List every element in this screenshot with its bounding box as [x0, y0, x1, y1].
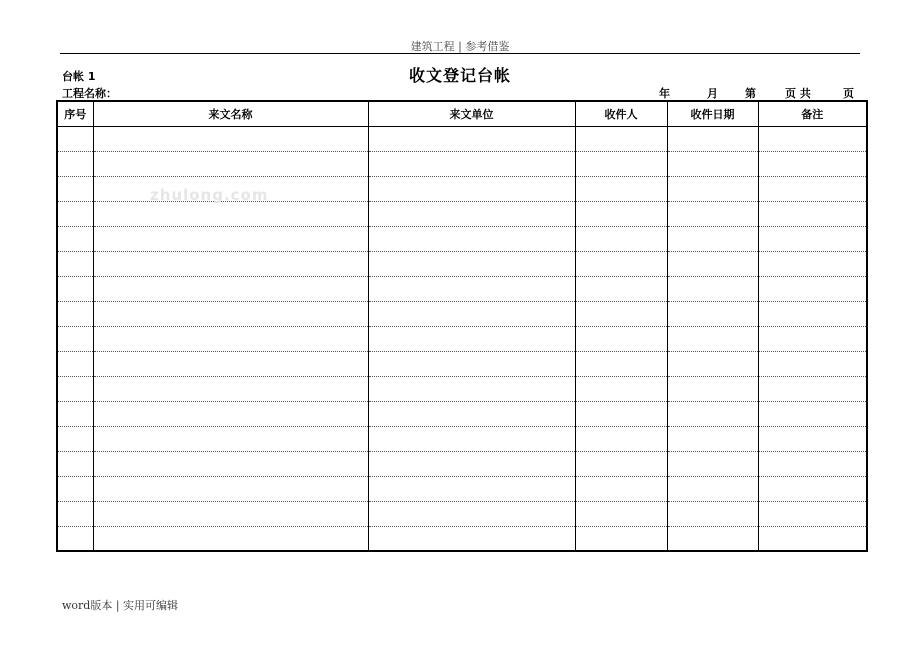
table-cell[interactable]	[93, 377, 368, 402]
table-cell[interactable]	[667, 452, 758, 477]
table-row	[58, 352, 866, 377]
table-cell[interactable]	[368, 227, 575, 252]
col-header-recipient: 收件人	[575, 102, 667, 127]
table-cell[interactable]	[758, 502, 866, 527]
col-header-sender-unit: 来文单位	[368, 102, 575, 127]
table-cell[interactable]	[58, 327, 93, 352]
table-cell[interactable]	[575, 152, 667, 177]
table-cell[interactable]	[93, 277, 368, 302]
table-row	[58, 127, 866, 152]
table-cell[interactable]	[758, 527, 866, 552]
table-row	[58, 502, 866, 527]
page-header: 建筑工程 | 参考借鉴	[410, 40, 510, 53]
table-cell[interactable]	[575, 327, 667, 352]
table-cell[interactable]	[667, 127, 758, 152]
table-cell[interactable]	[667, 477, 758, 502]
table-cell[interactable]	[368, 127, 575, 152]
document-title: 收文登记台帐	[408, 66, 511, 85]
table-cell[interactable]	[667, 377, 758, 402]
table-cell[interactable]	[758, 352, 866, 377]
table-cell[interactable]	[758, 302, 866, 327]
table-row	[58, 427, 866, 452]
table-row	[58, 402, 866, 427]
table-cell[interactable]	[93, 302, 368, 327]
table-row	[58, 477, 866, 502]
table-row	[58, 377, 866, 402]
table-cell[interactable]	[667, 152, 758, 177]
table-cell[interactable]	[575, 377, 667, 402]
col-header-remarks: 备注	[758, 102, 866, 127]
table-cell[interactable]	[758, 377, 866, 402]
year-label: 年	[659, 87, 670, 100]
table-cell[interactable]	[667, 402, 758, 427]
table-cell[interactable]	[58, 177, 93, 202]
table-cell[interactable]	[58, 527, 93, 552]
table-cell[interactable]	[93, 352, 368, 377]
table-cell[interactable]	[58, 202, 93, 227]
table-cell[interactable]	[758, 452, 866, 477]
table-row	[58, 227, 866, 252]
table-header-row	[58, 102, 866, 127]
table-cell[interactable]	[368, 327, 575, 352]
table-row	[58, 327, 866, 352]
register-table	[56, 100, 868, 552]
table-cell[interactable]	[758, 227, 866, 252]
page-total-label: 页 共	[785, 87, 811, 100]
table-cell[interactable]	[58, 452, 93, 477]
table-cell[interactable]	[758, 127, 866, 152]
pages-label: 页	[843, 87, 854, 100]
table-cell[interactable]	[575, 127, 667, 152]
table-cell[interactable]	[575, 302, 667, 327]
table-cell[interactable]	[758, 327, 866, 352]
table-cell[interactable]	[667, 252, 758, 277]
table-row	[58, 527, 866, 552]
watermark: zhulong.com	[150, 186, 269, 204]
table-cell[interactable]	[93, 252, 368, 277]
table-row	[58, 277, 866, 302]
table-cell[interactable]	[368, 302, 575, 327]
table-cell[interactable]	[667, 227, 758, 252]
table-cell[interactable]	[368, 477, 575, 502]
col-header-document-name: 来文名称	[93, 102, 368, 127]
table-cell[interactable]	[667, 352, 758, 377]
table-row	[58, 302, 866, 327]
table-cell[interactable]	[758, 177, 866, 202]
table-cell[interactable]	[93, 527, 368, 552]
table-cell[interactable]	[368, 277, 575, 302]
table-cell[interactable]	[368, 452, 575, 477]
table-cell[interactable]	[575, 277, 667, 302]
table-cell[interactable]	[575, 177, 667, 202]
table-cell[interactable]	[93, 427, 368, 452]
table-cell[interactable]	[368, 177, 575, 202]
table-cell[interactable]	[575, 502, 667, 527]
table-cell[interactable]	[93, 452, 368, 477]
table-cell[interactable]	[368, 202, 575, 227]
table-cell[interactable]	[667, 427, 758, 452]
table-cell[interactable]	[93, 152, 368, 177]
table-cell[interactable]	[758, 252, 866, 277]
table-cell[interactable]	[58, 277, 93, 302]
table-cell[interactable]	[667, 202, 758, 227]
page-footer: word版本 | 实用可编辑	[62, 599, 179, 612]
table-cell[interactable]	[93, 127, 368, 152]
table-cell[interactable]	[575, 202, 667, 227]
table-cell[interactable]	[368, 377, 575, 402]
table-cell[interactable]	[368, 427, 575, 452]
table-cell[interactable]	[93, 227, 368, 252]
table-cell[interactable]	[758, 477, 866, 502]
table-cell[interactable]	[93, 477, 368, 502]
table-cell[interactable]	[58, 302, 93, 327]
table-row	[58, 202, 866, 227]
table-cell[interactable]	[368, 402, 575, 427]
table-cell[interactable]	[58, 352, 93, 377]
table-row	[58, 452, 866, 477]
table-cell[interactable]	[368, 502, 575, 527]
table-cell[interactable]	[667, 327, 758, 352]
table-cell[interactable]	[575, 352, 667, 377]
table-cell[interactable]	[667, 277, 758, 302]
month-label: 月	[707, 87, 718, 100]
table-cell[interactable]	[667, 177, 758, 202]
page-number-label: 第	[745, 87, 756, 100]
table-cell[interactable]	[93, 327, 368, 352]
table-cell[interactable]	[58, 127, 93, 152]
table-cell[interactable]	[58, 402, 93, 427]
table-cell[interactable]	[667, 302, 758, 327]
table-cell[interactable]	[58, 152, 93, 177]
table-cell[interactable]	[368, 252, 575, 277]
col-header-serial: 序号	[58, 102, 93, 127]
table-cell[interactable]	[575, 227, 667, 252]
table-cell[interactable]	[667, 527, 758, 552]
col-header-receipt-date: 收件日期	[667, 102, 758, 127]
table-cell[interactable]	[575, 477, 667, 502]
table-row	[58, 252, 866, 277]
table-cell[interactable]	[758, 152, 866, 177]
table-cell[interactable]	[575, 527, 667, 552]
table-cell[interactable]	[575, 252, 667, 277]
project-name-label: 工程名称：	[62, 87, 117, 100]
table-cell[interactable]	[93, 202, 368, 227]
table-cell[interactable]	[758, 202, 866, 227]
table-cell[interactable]	[368, 527, 575, 552]
table-cell[interactable]	[667, 502, 758, 527]
table-cell[interactable]	[575, 402, 667, 427]
table-cell[interactable]	[58, 377, 93, 402]
table-cell[interactable]	[758, 277, 866, 302]
table-cell[interactable]	[758, 402, 866, 427]
table-cell[interactable]	[93, 402, 368, 427]
table-cell[interactable]	[58, 477, 93, 502]
table-cell[interactable]	[58, 252, 93, 277]
table-cell[interactable]	[368, 152, 575, 177]
table-cell[interactable]	[58, 227, 93, 252]
table-cell[interactable]	[93, 502, 368, 527]
table-cell[interactable]	[575, 452, 667, 477]
table-cell[interactable]	[58, 427, 93, 452]
ledger-number: 台帐 1	[62, 70, 96, 83]
table-cell[interactable]	[368, 352, 575, 377]
header-rule	[60, 53, 860, 54]
table-cell[interactable]	[58, 502, 93, 527]
table-cell[interactable]	[575, 427, 667, 452]
table-cell[interactable]	[758, 427, 866, 452]
table-row	[58, 152, 866, 177]
